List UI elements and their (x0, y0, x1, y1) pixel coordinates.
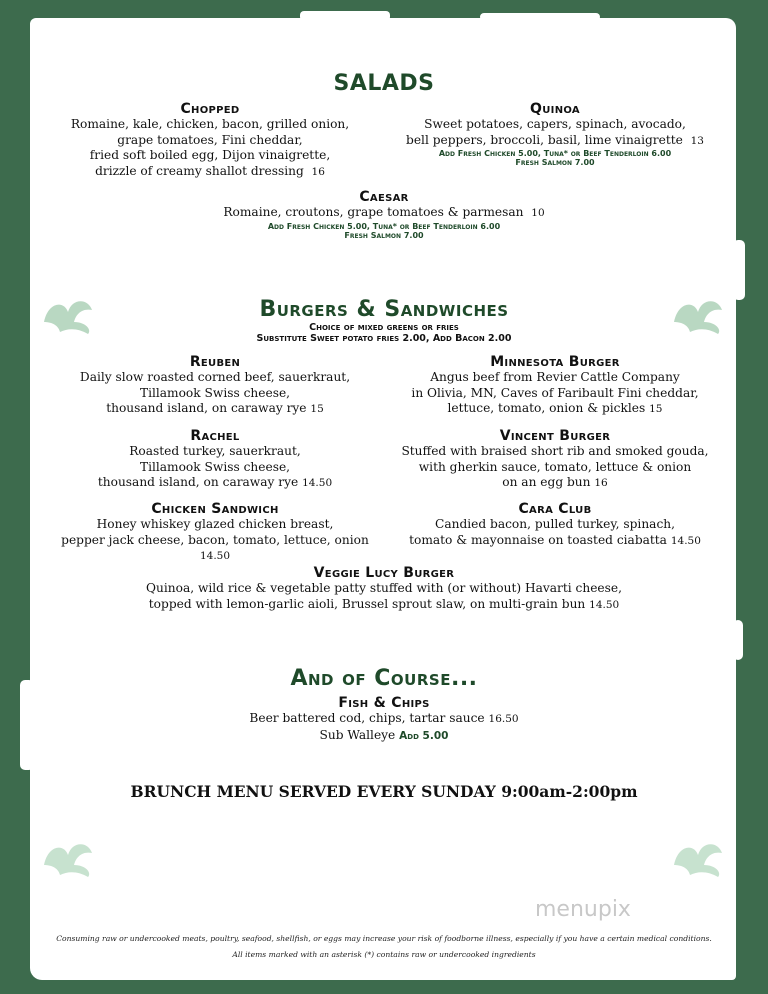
salads-title: SALADS (333, 71, 435, 96)
item-desc: Stuffed with braised short rib and smoked gouda, (401, 444, 709, 458)
paper-edge (300, 11, 390, 21)
item-price: 16.50 (488, 713, 519, 725)
item-desc: Honey whiskey glazed chicken breast, (96, 517, 334, 531)
item-desc: lettuce, tomato, onion & pickles 15 (447, 401, 663, 415)
item-addon: Fresh Salmon 7.00 (515, 158, 595, 167)
item-name: Cara Club (518, 501, 592, 517)
rachel-item (60, 428, 370, 492)
footer-note: All items marked with an asterisk (*) contains raw or undercooked ingredients (232, 950, 536, 959)
item-price: 14.50 (199, 550, 231, 562)
item-desc: Quinoa, wild rice & vegetable patty stuffed with (or without) Havarti cheese, (146, 581, 622, 595)
watermark: menupix (535, 897, 631, 922)
item-desc: Sweet potatoes, capers, spinach, avocado, (424, 117, 686, 131)
item-addon: Add Fresh Chicken 5.00, Tuna* or Beef Tenderloin 6.00 (438, 149, 672, 158)
footer-warning: Consuming raw or undercooked meats, poultry, seafood, shellfish, or eggs may increase your risk of foodborne illness, especially if you have a certain medical conditions. (56, 934, 712, 943)
item-addon: Add Fresh Chicken 5.00, Tuna* or Beef Tenderloin 6.00 (267, 221, 501, 231)
item-desc: Angus beef from Revier Cattle Company (430, 370, 680, 384)
item-desc: in Olivia, MN, Caves of Faribault Fini cheddar, (411, 385, 699, 400)
item-price: 14.50 (302, 477, 333, 489)
chopped-item (60, 101, 360, 180)
item-name: Caesar (359, 189, 409, 205)
item-name: Quinoa (530, 101, 580, 117)
item-desc: fried soft boiled egg, Dijon vinaigrette, (89, 148, 331, 162)
chicken-sandwich-item (50, 501, 380, 565)
paper-edge (480, 13, 600, 21)
item-desc: Romaine, kale, chicken, bacon, grilled onion, (70, 117, 350, 131)
item-price: 16 (594, 477, 608, 489)
leaf-ornament-icon (668, 835, 728, 879)
item-desc: with gherkin sauce, tomato, lettuce & onion (418, 459, 692, 474)
item-name: Veggie Lucy Burger (313, 565, 455, 581)
item-desc: Candied bacon, pulled turkey, spinach, (435, 517, 675, 531)
item-price: 15 (310, 403, 324, 415)
item-name: Chicken Sandwich (151, 501, 279, 517)
item-name: Rachel (190, 428, 240, 444)
item-desc: thousand island, on caraway rye 15 (106, 401, 324, 415)
course-title: And of Course... (290, 666, 478, 691)
item-name: Reuben (189, 354, 241, 370)
item-desc: drizzle of creamy shallot dressing 16 (95, 163, 325, 178)
walleye-line: Sub Walleye Add 5.00 (319, 727, 449, 742)
reuben-item (60, 354, 370, 418)
item-price: 14.50 (670, 534, 701, 547)
item-price: 13 (690, 134, 704, 147)
item-desc: on an egg bun 16 (502, 475, 608, 489)
caesar-item (0, 189, 768, 240)
item-addon: Fresh Salmon 7.00 (344, 230, 424, 240)
paper-edge (733, 240, 745, 300)
walleye-addon: Add 5.00 (399, 729, 449, 742)
item-desc: Romaine, croutons, grape tomatoes & parmesan 10 (223, 205, 545, 219)
cara-club-item (400, 501, 710, 549)
item-desc: Tillamook Swiss cheese, (139, 385, 291, 400)
burgers-title: Burgers & Sandwiches (259, 297, 509, 322)
item-desc: thousand island, on caraway rye 14.50 (97, 475, 333, 489)
item-desc: bell peppers, broccoli, basil, lime vinaigrette 13 (406, 132, 704, 147)
item-name: Vincent Burger (499, 428, 611, 444)
vincent-item (400, 428, 710, 492)
quinoa-item (400, 101, 710, 167)
burgers-note: Substitute Sweet potato fries 2.00, Add Bacon 2.00 (256, 333, 512, 344)
item-desc: Roasted turkey, sauerkraut, (129, 444, 301, 458)
item-desc: Beer battered cod, chips, tartar sauce 16.50 (249, 711, 519, 725)
item-desc: Daily slow roasted corned beef, sauerkraut, (79, 370, 351, 384)
item-name: Fish & Chips (338, 695, 430, 711)
item-price: 10 (531, 207, 545, 219)
item-desc: grape tomatoes, Fini cheddar, (117, 132, 303, 147)
veggie-lucy-item (0, 565, 768, 613)
fish-chips-item (0, 695, 768, 744)
minnesota-item (400, 354, 710, 418)
item-name: Minnesota Burger (490, 354, 620, 370)
item-desc: topped with lemon-garlic aioli, Brussel sprout slaw, on multi-grain bun 14.50 (148, 596, 620, 611)
item-desc: Tillamook Swiss cheese, (139, 459, 291, 474)
brunch-notice: BRUNCH MENU SERVED EVERY SUNDAY 9:00am-2:00pm (130, 782, 638, 801)
leaf-ornament-icon (38, 835, 98, 879)
item-desc: tomato & mayonnaise on toasted ciabatta 14.50 (409, 532, 701, 547)
burgers-note: Choice of mixed greens or fries (309, 322, 459, 333)
item-desc: pepper jack cheese, bacon, tomato, lettuce, onion 14.50 (61, 532, 369, 562)
paper-edge (733, 620, 743, 660)
item-price: 16 (311, 165, 325, 178)
item-price: 14.50 (589, 598, 620, 611)
item-name: Chopped (180, 101, 240, 117)
item-price: 15 (649, 403, 663, 415)
